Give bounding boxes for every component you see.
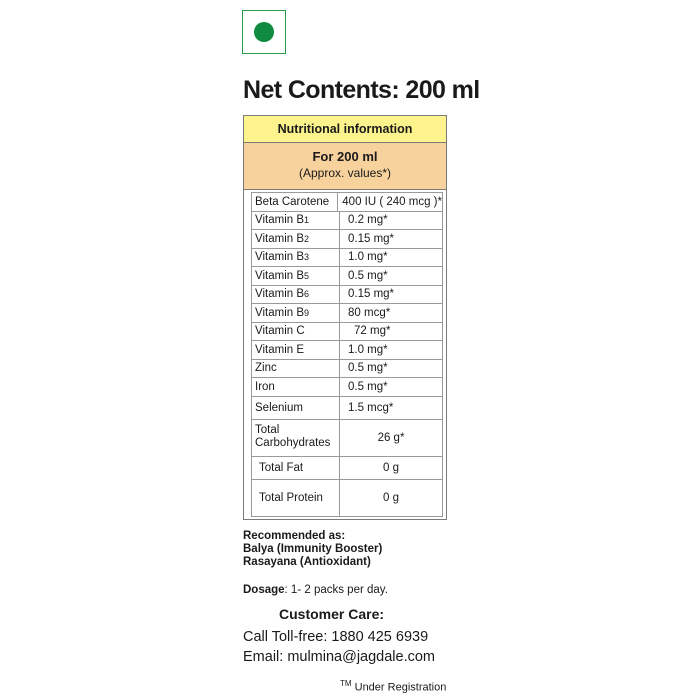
approx-note: (Approx. values*) bbox=[298, 166, 392, 180]
nutrient-value: 0.5 mg* bbox=[348, 269, 388, 282]
nutrient-name: Vitamin B 3 bbox=[252, 249, 340, 267]
email-line: Email: mulmina@jagdale.com bbox=[243, 649, 436, 665]
trademark-note bbox=[340, 679, 446, 694]
table-row bbox=[251, 249, 443, 268]
table-row bbox=[251, 192, 443, 212]
recommended-item: Rasayana (Antioxidant) bbox=[243, 556, 371, 568]
table-row bbox=[251, 212, 443, 231]
trademark-text: Under Registration bbox=[351, 681, 447, 694]
nutrient-name: Total Protein bbox=[252, 480, 340, 516]
vegetarian-mark bbox=[242, 10, 286, 54]
nutrient-rows bbox=[244, 190, 446, 519]
table-row bbox=[251, 341, 443, 360]
nutrient-name: Vitamin B 1 bbox=[252, 212, 340, 230]
table-row bbox=[251, 397, 443, 420]
nutrient-name: Zinc bbox=[252, 360, 340, 378]
serving-size: For 200 ml bbox=[312, 149, 378, 164]
nutrient-name: Vitamin E bbox=[252, 341, 340, 359]
nutrient-value: 0.2 mg* bbox=[348, 214, 388, 227]
nutrient-name: Vitamin B 6 bbox=[252, 286, 340, 304]
nutrient-name: Iron bbox=[252, 378, 340, 396]
customer-care-title: Customer Care: bbox=[279, 606, 385, 622]
nutrient-name: Vitamin C bbox=[252, 323, 340, 341]
table-row bbox=[251, 420, 443, 457]
nutrient-value: 26 g* bbox=[377, 431, 405, 444]
nutrient-value: 1.5 mcg* bbox=[348, 401, 394, 414]
recommended-section bbox=[243, 530, 382, 569]
trademark-mark: TM bbox=[340, 679, 352, 688]
net-contents-heading: Net Contents: 200 ml bbox=[243, 76, 480, 104]
toll-free-line: Call Toll-free: 1880 425 6939 bbox=[243, 629, 429, 645]
nutrient-name: Vitamin B 5 bbox=[252, 267, 340, 285]
nutrient-value: 1.0 mg* bbox=[348, 343, 388, 356]
nutrient-name: Total Carbohydrates bbox=[252, 420, 340, 456]
recommended-title: Recommended as: bbox=[243, 530, 346, 542]
table-row bbox=[251, 323, 443, 342]
nutrient-value: 72 mg* bbox=[354, 325, 391, 338]
table-row bbox=[251, 480, 443, 517]
nutrient-value: 0.15 mg* bbox=[348, 232, 395, 245]
nutrition-header: Nutritional information bbox=[244, 116, 446, 143]
dosage-text: : 1- 2 packs per day. bbox=[284, 584, 388, 596]
nutrient-name: Total Fat bbox=[252, 457, 340, 479]
serving-info bbox=[244, 143, 446, 190]
table-row bbox=[251, 230, 443, 249]
nutrient-value: 0 g bbox=[383, 491, 399, 504]
dosage-label: Dosage bbox=[243, 584, 285, 596]
table-row bbox=[251, 457, 443, 480]
nutrient-value: 0.15 mg* bbox=[348, 288, 395, 301]
dosage-line bbox=[243, 584, 388, 596]
table-row bbox=[251, 360, 443, 379]
table-row bbox=[251, 378, 443, 397]
nutrient-value: 400 IU ( 240 mcg )* bbox=[342, 195, 442, 208]
table-row bbox=[251, 286, 443, 305]
nutrient-value: 0.5 mg* bbox=[348, 362, 388, 375]
nutrient-value: 80 mcg* bbox=[348, 306, 391, 319]
nutrient-name: Selenium bbox=[252, 397, 340, 419]
nutrient-name: Vitamin B 2 bbox=[252, 230, 340, 248]
nutrient-value: 0.5 mg* bbox=[348, 380, 388, 393]
green-dot-icon bbox=[254, 22, 274, 42]
recommended-item: Balya (Immunity Booster) bbox=[243, 543, 383, 555]
nutrition-table bbox=[243, 115, 447, 520]
table-row bbox=[251, 267, 443, 286]
table-row bbox=[251, 304, 443, 323]
nutrient-name: Vitamin B 9 bbox=[252, 304, 340, 322]
nutrient-value: 0 g bbox=[383, 461, 399, 474]
nutrient-value: 1.0 mg* bbox=[348, 251, 388, 264]
nutrient-name: Beta Carotene bbox=[252, 193, 338, 211]
